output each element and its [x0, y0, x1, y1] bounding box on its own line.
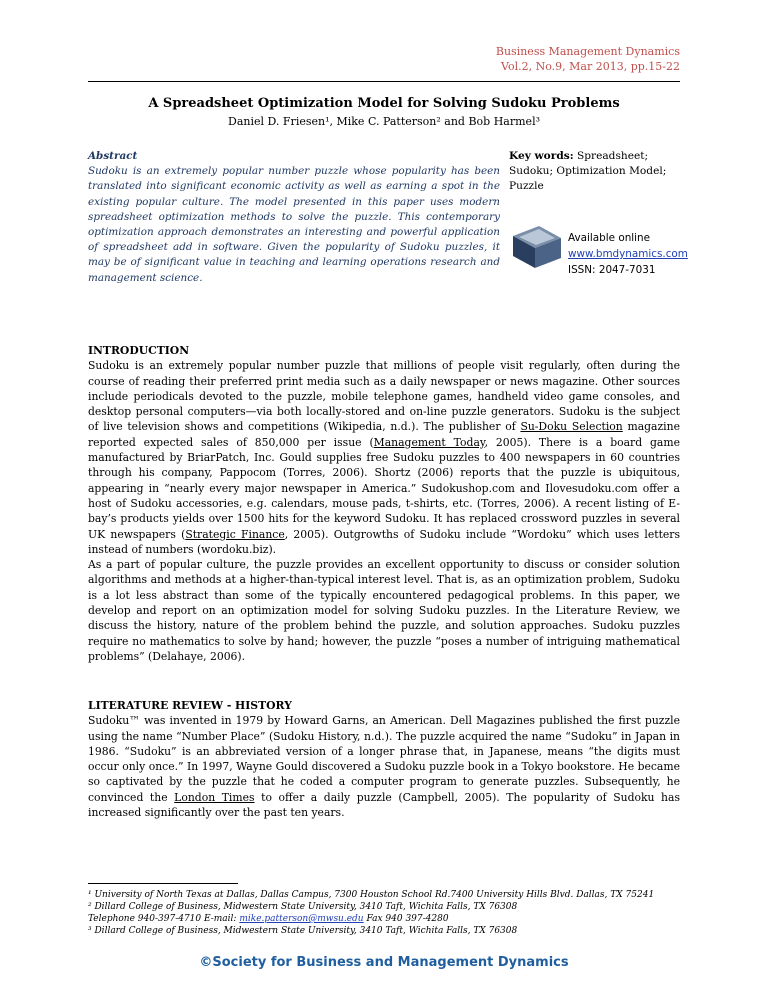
author-email-link[interactable]: mike.patterson@mwsu.edu — [239, 914, 364, 924]
link-london-times[interactable]: London Times — [174, 790, 255, 804]
abstract-text: Sudoku is an extremely popular number puzzle whose popularity has been translated into significant economic activity as well as earning a spot in the existing popular culture. The model presented in this paper uses modern spreadsheet optimization methods to solve the puzzle. This contemporary optimization approach demonstrates an interesting and powerful application of spreadsheet add in software. Given the popularity of Sudoku puzzles, it may be of significant value in teaching and learning operations research and management science. — [88, 165, 500, 284]
issn-text: ISSN: 2047-7031 — [568, 264, 656, 276]
link-strategic-finance[interactable]: Strategic Finance — [185, 527, 285, 541]
footnote-rule — [88, 883, 238, 884]
link-management-today[interactable]: Management Today — [373, 435, 485, 449]
literature-review-section — [88, 698, 680, 820]
society-footer: ©Society for Business and Management Dynamics — [199, 955, 569, 970]
journal-name: Business Management Dynamics — [495, 45, 680, 58]
introduction-section — [88, 343, 680, 664]
introduction-paragraph-1: Sudoku is an extremely popular number puzzle that millions of people visit regularly, often during the course of reading their preferred print media such as a daily newspaper or news magazine. Other sources include periodicals devoted to the puzzle, mobile telephone games, handheld video game consoles, and desktop personal computers—via both locally-stored and on-line puzzle generators. Sudoku is the subject of live television shows and competitions (Wikipedia, n.d.). The publisher of Su-Doku Selection magazine reported expected sales of 850,000 per issue (Management Today, 2005). There is a board game manufactured by BriarPatch, Inc. Gould supplies free Sudoku puzzles to 400 newspapers in 60 countries through his company, Pappocom (Torres, 2006). Shortz (2006) reports that the puzzle is ubiquitous, appearing in “nearly every major newspaper in America.” Sudokushop.com and Ilovesudoku.com offer a host of Sudoku accessories, e.g. calendars, mouse pads, t-shirts, etc. (Torres, 2006). A recent listing of E-bay’s products yields over 1500 hits for the keyword Sudoku. It has replaced crossword puzzles in several UK newspapers (Strategic Finance, 2005). Outgrowths of Sudoku include “Wordoku” which uses letters instead of numbers (wordoku.biz). — [88, 359, 680, 556]
journal-logo-icon — [509, 224, 565, 270]
availability-block — [568, 230, 688, 278]
link-su-doku-selection[interactable]: Su-Doku Selection — [520, 420, 623, 434]
journal-header — [496, 44, 680, 74]
journal-volume: Vol.2, No.9, Mar 2013, pp.15-22 — [501, 60, 680, 73]
keywords-text: Spreadsheet; Sudoku; Optimization Model; Puzzle — [509, 150, 667, 193]
footnote-contact: Telephone 940-397-4710 E-mail: mike.patterson@mwsu.edu Fax 940 397-4280 — [88, 914, 449, 924]
available-online-text: Available online — [568, 232, 651, 244]
abstract — [88, 149, 500, 286]
footnote-3: ³ Dillard College of Business, Midwestern State University, 3410 Taft, Wichita Falls, TX 76308 — [88, 926, 518, 936]
keywords — [509, 149, 684, 195]
author-list: Daniel D. Friesen¹, Mike C. Patterson² and Bob Harmel³ — [228, 115, 540, 128]
journal-website-link[interactable]: www.bmdynamics.com — [568, 248, 688, 260]
keywords-label: Key words: — [509, 150, 574, 162]
literature-review-paragraph: Sudoku™ was invented in 1979 by Howard Garns, an American. Dell Magazines published the first puzzle using the name “Number Place” (Sudoku History, n.d.). The puzzle acquired the name “Sudoku” in Japan in 1986. “Sudoku” is an abbreviated version of a longer phrase that, in Japanese, means “the digits must occur only once.” In 1997, Wayne Gould discovered a Sudoku puzzle book in a Tokyo bookstore. He became so captivated by the puzzle that he coded a computer program to generate puzzles. Subsequently, he convinced the London Times to offer a daily puzzle (Campbell, 2005). The popularity of Sudoku has increased significantly over the past ten years. — [88, 714, 680, 820]
footnote-2: ² Dillard College of Business, Midwestern State University, 3410 Taft, Wichita Falls, TX 76308 — [88, 902, 518, 912]
footnotes — [88, 889, 708, 937]
literature-review-heading: LITERATURE REVIEW - HISTORY — [88, 699, 292, 712]
paper-title: A Spreadsheet Optimization Model for Solving Sudoku Problems — [148, 96, 620, 111]
introduction-paragraph-2: As a part of popular culture, the puzzle provides an excellent opportunity to discuss or consider solution algorithms and methods at a higher-than-typical interest level. That is, as an optimization problem, Sudoku is a lot less abstract than some of the typically encountered pedagogical problems. In this paper, we develop and report on an optimization model for solving Sudoku puzzles. In the Literature Review, we discuss the history, nature of the problem behind the puzzle, and solution approaches. Sudoku puzzles require no mathematics to solve by hand; however, the puzzle “poses a number of intriguing mathematical problems” (Delahaye, 2006). — [88, 558, 680, 663]
introduction-heading: INTRODUCTION — [88, 344, 190, 357]
abstract-heading: Abstract — [88, 150, 138, 162]
header-rule — [88, 81, 680, 82]
footnote-1: ¹ University of North Texas at Dallas, Dallas Campus, 7300 Houston School Rd.7400 University Hills Blvd. Dallas, TX 75241 — [88, 890, 655, 900]
